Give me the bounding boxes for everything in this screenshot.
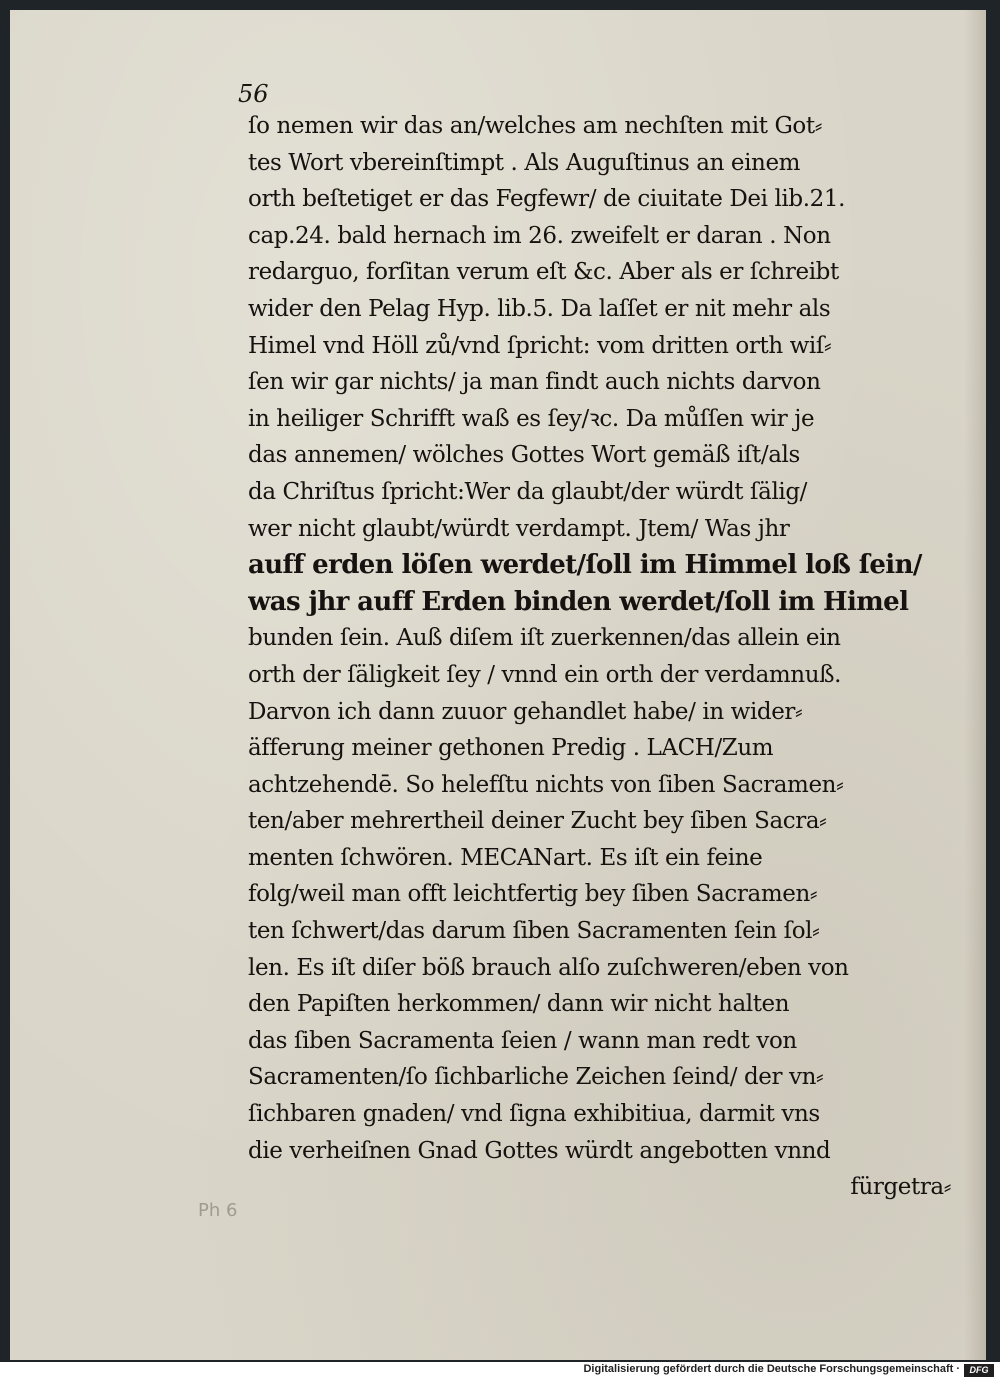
catchword: fürgetra⸗ [850,1174,951,1201]
text-line-emphasis: was jhr auff Erden binden werdet/ſoll im Himel [248,586,909,617]
text-line: folg/weil man offt leichtfertig bey ſiben Sacramen⸗ [248,881,818,908]
text-line: den Papiſten herkommen/ dann wir nicht halten [248,991,790,1018]
text-line: wer nicht glaubt/würdt verdampt. Jtem/ Was jhr [248,515,790,542]
text-line: wider den Pelag Hyp. lib.5. Da laſſet er nit mehr als [248,295,831,322]
text-line: ten ſchwert/das darum ſiben Sacramenten ſein ſol⸗ [248,918,820,945]
text-line: orth der ſäligkeit ſey / vnnd ein orth der verdamnuß. [248,661,841,688]
text-line: ſo nemen wir das an/welches am nechſten mit Got⸗ [248,113,822,139]
text-line: in heiliger Schrifft waß es ſey/ꝛc. Da můſſen wir je [248,405,815,432]
page-number: 56 [238,80,269,108]
text-line: Himel vnd Höll zů/vnd ſpricht: vom dritten orth wiſ⸗ [248,332,832,359]
text-line: das ſiben Sacramenta ſeien / wann man redt von [248,1027,797,1054]
text-line: tes Wort vbereinſtimpt . Als Auguſtinus an einem [248,149,801,176]
text-line: Darvon ich dann zuuor gehandlet habe/ in wider⸗ [248,698,803,725]
dfg-logo: DFG [964,1364,994,1377]
text-line: die verheiſnen Gnad Gottes würdt angebotten vnnd [248,1137,831,1164]
text-line: redarguo, forſitan verum eſt &c. Aber als er ſchreibt [248,259,839,286]
text-line: ſichbaren gnaden/ vnd ſigna exhibitiua, darmit vns [248,1101,820,1128]
text-line: bunden ſein. Auß diſem iſt zuerkennen/das allein ein [248,625,841,652]
footer-bar [0,1362,1000,1380]
funding-notice: Digitalisierung gefördert durch die Deutsche Forschungsgemeinschaft · [583,1363,960,1375]
text-line: orth beſtetiget er das Fegfewr/ de ciuitate Dei lib.21. [248,186,845,213]
text-line: das annemen/ wölches Gottes Wort gemäß iſt/als [248,442,800,469]
text-line: ten/aber mehrertheil deiner Zucht bey ſiben Sacra⸗ [248,808,827,835]
text-line: ſen wir gar nichts/ ja man findt auch nichts darvon [248,369,821,396]
text-block [248,108,963,1206]
text-line: achtzehendē. So helefſtu nichts von ſiben Sacramen⸗ [248,771,844,798]
text-line: cap.24. bald hernach im 26. zweifelt er daran . Non [248,222,831,249]
page-edge-shadow [964,10,986,1360]
text-line: menten ſchwören. MECANart. Es iſt ein feine [248,844,763,871]
text-line-emphasis: auff erden löſen werdet/ſoll im Himmel loß ſein/ [248,550,922,581]
text-line: da Chriſtus ſpricht:Wer da glaubt/der würdt ſälig/ [248,478,808,505]
text-line: äfferung meiner gethonen Predig . LACH/Zum [248,735,774,762]
library-stamp: Ph 6 [198,1200,238,1221]
text-line: Sacramenten/ſo ſichbarliche Zeichen ſeind/ der vn⸗ [248,1064,824,1091]
text-line: len. Es iſt diſer böß brauch alſo zuſchweren/eben von [248,954,849,981]
